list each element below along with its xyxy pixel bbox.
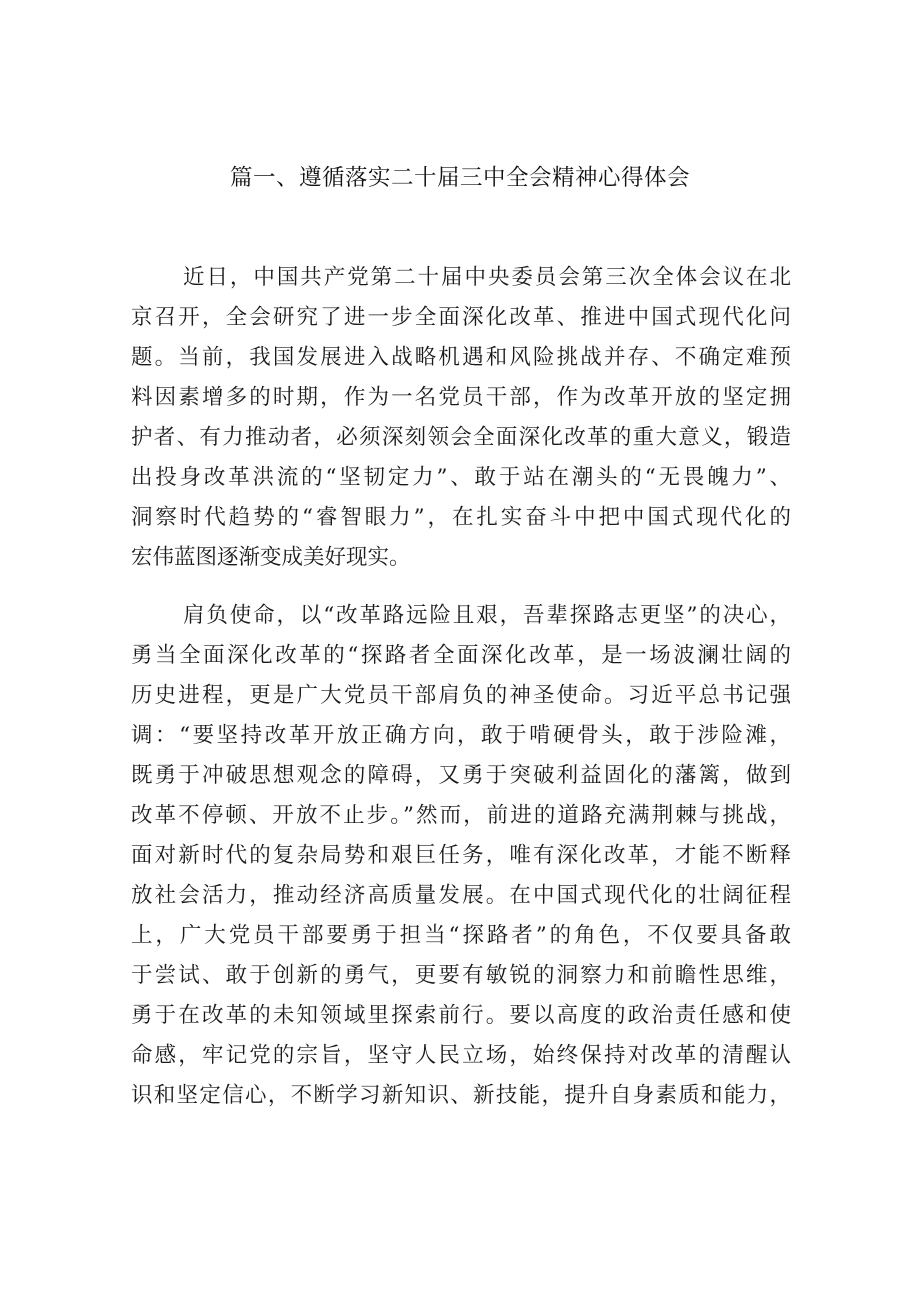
- paragraph-2-line: 放社会活力，推动经济高质量发展。在中国式现代化的壮阔征程: [131, 883, 791, 908]
- paragraph-1-line: 京召开，全会研究了进一步全面深化改革、推进中国式现代化问: [131, 305, 791, 330]
- paragraph-2-line: 面对新时代的复杂局势和艰巨任务，唯有深化改革，才能不断释: [131, 843, 791, 868]
- paragraph-2-line: 于尝试、敢于创新的勇气，更要有敏锐的洞察力和前瞻性思维，: [131, 963, 791, 988]
- paragraph-2-line: 历史进程，更是广大党员干部肩负的神圣使命。习近平总书记强: [131, 683, 791, 708]
- paragraph-2-line: 勇于在改革的未知领域里探索前行。要以高度的政治责任感和使: [131, 1003, 791, 1028]
- paragraph-2-line: 既勇于冲破思想观念的障碍，又勇于突破利益固化的藩篱，做到: [131, 763, 791, 788]
- paragraph-2-line: 调：“要坚持改革开放正确方向，敢于啃硬骨头，敢于涉险滩，: [131, 723, 791, 748]
- paragraph-2-line: 命感，牢记党的宗旨，坚守人民立场，始终保持对改革的清醒认: [131, 1043, 791, 1068]
- paragraph-1-line: 料因素增多的时期，作为一名党员干部，作为改革开放的坚定拥: [131, 385, 791, 410]
- paragraph-1-line: 洞察时代趋势的“睿智眼力”，在扎实奋斗中把中国式现代化的: [131, 505, 791, 530]
- paragraph-1-line: 题。当前，我国发展进入战略机遇和风险挑战并存、不确定难预: [131, 345, 791, 370]
- paragraph-1-line: 护者、有力推动者，必须深刻领会全面深化改革的重大意义，锻造: [131, 425, 791, 450]
- paragraph-2-line: 改革不停顿、开放不止步。”然而，前进的道路充满荆棘与挑战，: [131, 803, 791, 828]
- paragraph-2-line: 肩负使命，以“改革路远险且艰，吾辈探路志更坚”的决心，: [183, 603, 791, 628]
- paragraph-1-line: 近日，中国共产党第二十届中央委员会第三次全体会议在北: [183, 265, 791, 290]
- document-title: 篇一、遵循落实二十届三中全会精神心得体会: [229, 165, 690, 191]
- paragraph-2-line: 识和坚定信心，不断学习新知识、新技能，提升自身素质和能力，: [131, 1083, 791, 1108]
- paragraph-2-line: 勇当全面深化改革的“探路者全面深化改革，是一场波澜壮阔的: [131, 643, 791, 668]
- paragraph-1-line: 出投身改革洪流的“坚韧定力”、敢于站在潮头的“无畏魄力”、: [131, 465, 791, 490]
- paragraph-2-line: 上，广大党员干部要勇于担当“探路者”的角色，不仅要具备敢: [131, 923, 791, 948]
- paragraph-1-line: 宏伟蓝图逐渐变成美好现实。: [131, 545, 411, 570]
